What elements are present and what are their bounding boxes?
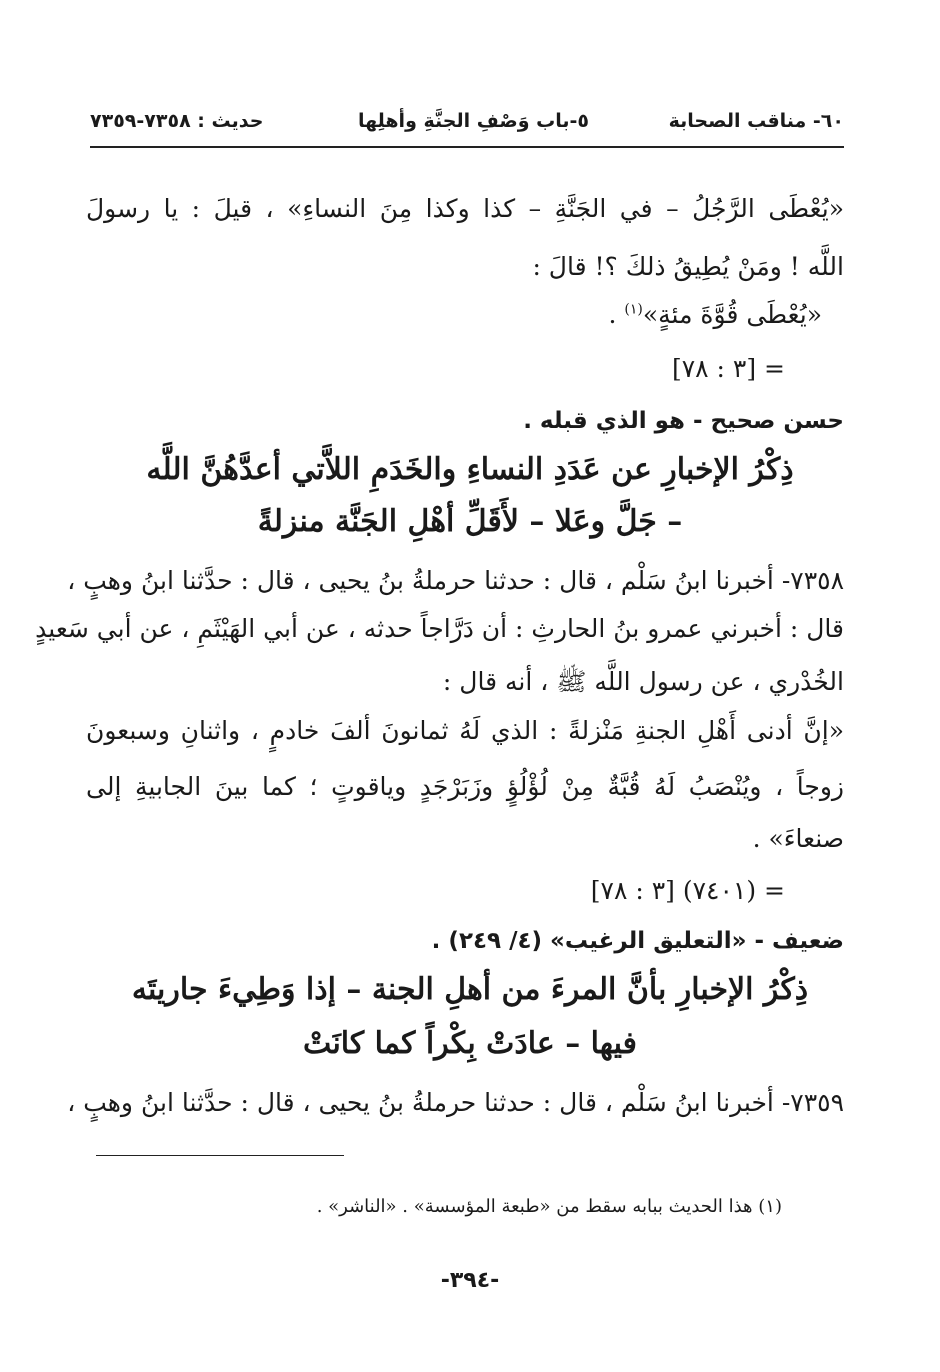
hadith-7359-line: ٧٣٥٩- أخبرنا ابنُ سَلْم ، قال : حدثنا حرملةُ بنُ يحيى ، قال : حدَّثنا ابنُ وهبٍ ، <box>67 1088 844 1117</box>
grade-line: ضعيف - «التعليق الرغيب» (٤/ ٢٤٩) . <box>431 928 844 954</box>
reference-line: = (٧٤٠١) [٣ : ٧٨] <box>590 876 785 905</box>
footnote: (١) هذا الحديث ببابه سقط من «طبعة المؤسسة» . «الناشر» . <box>316 1196 782 1217</box>
section-heading: ذِكْرُ الإخبارِ بأنَّ المرءَ من أهلِ الجنة – إذا وَطِيءَ جاريتَه <box>131 972 809 1007</box>
header-chapter: ٦٠- مناقب الصحابة <box>668 110 844 132</box>
section-heading: – جَلَّ وعَلا – لأَقَلِّ أهْلِ الجَنَّة منزلةً <box>257 504 683 539</box>
reference-line: = [٣ : ٧٨] <box>671 354 785 383</box>
section-heading: فيها – عادَتْ بِكْراً كما كانَتْ <box>302 1026 638 1061</box>
hadith-7358-line: ٧٣٥٨- أخبرنا ابنُ سَلْم ، قال : حدثنا حرملةُ بنُ يحيى ، قال : حدَّثنا ابنُ وهبٍ ، <box>67 566 844 595</box>
hadith-7358-line: صنعاءَ» . <box>752 824 844 853</box>
section-heading: ذِكْرُ الإخبارِ عن عَدَدِ النساءِ والخَدَمِ اللاَّتي أعدَّهُنَّ اللَّه <box>146 452 794 487</box>
header-hadith-range: حديث : ٧٣٥٨-٧٣٥٩ <box>90 110 264 132</box>
grade-line: حسن صحيح - هو الذي قبله . <box>523 408 844 434</box>
hadith-7358-line: «إنَّ أدنى أَهْلِ الجنةِ مَنْزلةً : الذي لَهُ ثمانونَ ألفَ خادمٍ ، واثنانِ وسبعونَ <box>86 716 844 745</box>
footnote-marker: (١) <box>624 301 643 318</box>
running-header <box>90 110 844 146</box>
hadith-7358-line: قال : أخبرني عمرو بنُ الحارثِ : أن دَرَّاجاً حدثه ، عن أبي الهَيْثَمِ ، عن أبي سَعيدٍ <box>35 614 844 643</box>
quote-tail: . <box>608 300 625 329</box>
quote-text: «يُعْطَى قُوَّةَ مئةٍ» <box>642 300 822 329</box>
footnote-rule <box>96 1155 344 1156</box>
header-rule <box>90 146 844 148</box>
text-line <box>608 300 822 329</box>
header-section: ٥-باب وَصْفِ الجنَّةِ وأهلِها <box>357 110 589 132</box>
hadith-7358-line: الخُدْري ، عن رسول اللَّه ﷺ ، أنه قال : <box>442 667 844 696</box>
text-line: «يُعْطَى الرَّجُلُ – في الجَنَّةِ – كذا وكذا مِنَ النساءِ» ، قيلَ : يا رسولَ <box>86 194 844 223</box>
text-line: اللَّه ! ومَنْ يُطِيقُ ذلكَ ؟! قالَ : <box>532 252 844 281</box>
page-number: -٣٩٤- <box>440 1268 500 1293</box>
hadith-7358-line: زوجاً ، ويُنْصَبُ لَهُ قُبَّةٌ مِنْ لُؤْلُؤٍ وزَبَرْجَدٍ وياقوتٍ ؛ كما بينَ الجابيةِ إلى <box>86 772 844 801</box>
